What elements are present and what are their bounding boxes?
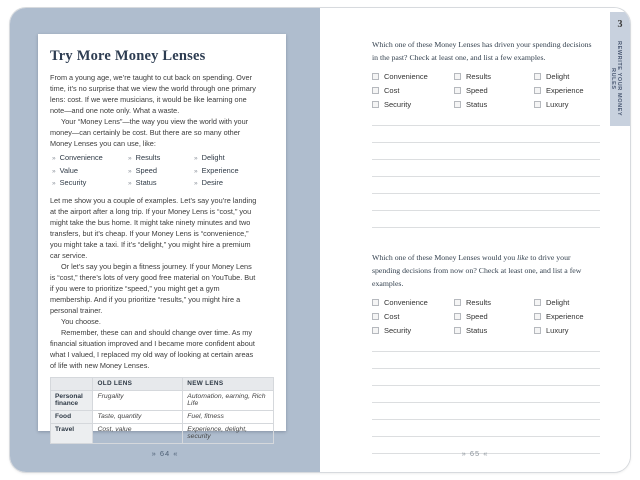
lens-label: Delight bbox=[201, 153, 225, 162]
checkbox-label: Speed bbox=[466, 86, 488, 95]
table-cell-old: Taste, quantity bbox=[93, 410, 183, 423]
checkbox-icon[interactable] bbox=[372, 87, 379, 94]
table-cell-new: Experience, delight, security bbox=[183, 423, 274, 443]
chapter-tab bbox=[610, 12, 630, 126]
writing-line bbox=[372, 352, 600, 369]
table-row-label: Food bbox=[51, 410, 93, 423]
lens-item bbox=[128, 154, 194, 164]
checkbox-icon[interactable] bbox=[534, 313, 541, 320]
checkbox-option-results[interactable] bbox=[454, 72, 534, 81]
checkbox-option-security[interactable] bbox=[372, 100, 454, 109]
checkbox-grid-future bbox=[372, 298, 598, 335]
table-header-empty bbox=[51, 377, 93, 390]
checkbox-icon[interactable] bbox=[372, 101, 379, 108]
question-future-lenses bbox=[372, 251, 594, 290]
table-cell-old: Cost, value bbox=[93, 423, 183, 443]
checkbox-option-luxury[interactable] bbox=[534, 100, 598, 109]
lens-table bbox=[50, 377, 274, 444]
page-number-left: » 64 « bbox=[151, 449, 179, 458]
chapter-title: REWRITE YOUR MONEY RULES bbox=[610, 41, 622, 117]
checkbox-icon[interactable] bbox=[372, 299, 379, 306]
writing-line bbox=[372, 177, 600, 194]
checkbox-icon[interactable] bbox=[372, 327, 379, 334]
writing-line bbox=[372, 109, 600, 126]
lens-item bbox=[128, 179, 194, 189]
checkbox-label: Convenience bbox=[384, 298, 428, 307]
checkbox-label: Results bbox=[466, 298, 492, 307]
checkbox-icon[interactable] bbox=[454, 101, 461, 108]
question-past-lenses: Which one of these Money Lenses has driven your spending decisions in the past? Check at least one, and list a few examples. bbox=[372, 40, 592, 62]
question-emphasis: like bbox=[517, 253, 529, 262]
checkbox-option-speed[interactable] bbox=[454, 86, 534, 95]
checkbox-option-convenience[interactable] bbox=[372, 72, 454, 81]
answer-lines-future bbox=[372, 335, 600, 454]
checkbox-label: Status bbox=[466, 326, 488, 335]
checkbox-option-results[interactable] bbox=[454, 298, 534, 307]
checkbox-icon[interactable] bbox=[534, 327, 541, 334]
table-cell-old: Frugality bbox=[93, 390, 183, 410]
checkbox-option-convenience[interactable] bbox=[372, 298, 454, 307]
card-paragraph-4: Or let’s say you begin a fitness journey. If your Money Lens is “cost,” there’s lots of very good free material on YouTube. But if you were to prioritize “speed,” you might get a gym membership. And if you prioritize “results,” you might hire a personal trainer. bbox=[50, 261, 256, 315]
lens-item bbox=[52, 154, 128, 164]
table-cell-new: Automation, earning, Rich Life bbox=[183, 390, 274, 410]
checkbox-icon[interactable] bbox=[372, 313, 379, 320]
lens-label: Value bbox=[59, 165, 78, 175]
bullet-glyph: » bbox=[194, 155, 198, 162]
checkbox-option-delight[interactable] bbox=[534, 298, 598, 307]
table-cell-new: Fuel, fitness bbox=[183, 410, 274, 423]
card-paragraph-6: Remember, these can and should change over time. As my financial situation improved and I became more confident about what I valued, I replaced my old way of looking at certain areas of life with new Money Lenses. bbox=[50, 327, 255, 370]
bullet-glyph: » bbox=[128, 180, 132, 187]
right-page-content bbox=[372, 38, 602, 454]
table-row-label: Travel bbox=[51, 423, 93, 443]
checkbox-label: Convenience bbox=[384, 72, 428, 81]
chapter-number: 3 bbox=[617, 19, 623, 30]
lens-label: Convenience bbox=[59, 153, 103, 162]
checkbox-option-status[interactable] bbox=[454, 326, 534, 335]
checkbox-icon[interactable] bbox=[454, 327, 461, 334]
checkbox-icon[interactable] bbox=[454, 299, 461, 306]
checkbox-label: Cost bbox=[384, 86, 400, 95]
checkbox-icon[interactable] bbox=[372, 73, 379, 80]
lens-label: Security bbox=[59, 178, 87, 187]
table-header-new-lens: NEW LENS bbox=[183, 377, 274, 390]
lens-item bbox=[194, 167, 262, 177]
writing-line bbox=[372, 335, 600, 352]
bullet-glyph: » bbox=[52, 180, 56, 187]
checkbox-icon[interactable] bbox=[534, 299, 541, 306]
question-text: to drive your spending decisions from now on? Check at least one, and list a few examples. bbox=[372, 253, 582, 288]
bullet-glyph: » bbox=[194, 167, 198, 175]
bullet-glyph: » bbox=[52, 167, 56, 175]
checkbox-option-cost[interactable] bbox=[372, 312, 454, 321]
checkbox-label: Luxury bbox=[546, 326, 569, 335]
writing-line bbox=[372, 160, 600, 177]
card-paragraph-3: Let me show you a couple of examples. Let’s say you’re landing at the airport after a long trip. If your Money Lens is “cost,” you might take the bus home. It might take ninety minutes and two transfers, but it’s cheap. If your Money Lens is “convenience,” you might take a taxi. If it’s “delight,” you might hire a premium car service. bbox=[50, 195, 257, 260]
checkbox-icon[interactable] bbox=[534, 87, 541, 94]
lens-label: Desire bbox=[201, 178, 223, 187]
right-page bbox=[320, 8, 630, 472]
checkbox-label: Results bbox=[466, 72, 492, 81]
lens-item bbox=[128, 167, 194, 177]
table-header-row bbox=[51, 377, 274, 390]
lens-label: Status bbox=[135, 178, 157, 187]
writing-line bbox=[372, 143, 600, 160]
lens-label: Speed bbox=[135, 165, 157, 175]
checkbox-label: Security bbox=[384, 100, 412, 109]
table-row bbox=[51, 423, 274, 443]
bullet-glyph: » bbox=[194, 180, 198, 187]
writing-line bbox=[372, 126, 600, 143]
writing-line bbox=[372, 403, 600, 420]
card-title: Try More Money Lenses bbox=[50, 48, 206, 64]
left-page bbox=[10, 8, 320, 472]
checkbox-icon[interactable] bbox=[454, 87, 461, 94]
checkbox-icon[interactable] bbox=[534, 73, 541, 80]
bullet-glyph: » bbox=[52, 155, 56, 162]
card-paragraph-2: Your “Money Lens”—the way you view the world with your money—can certainly be cost. But there are so many other Money Lenses you can use, like: bbox=[50, 117, 249, 148]
checkbox-label: Experience bbox=[546, 86, 584, 95]
checkbox-icon[interactable] bbox=[454, 73, 461, 80]
lens-label: Experience bbox=[201, 165, 239, 175]
page-number-right: » 65 « bbox=[461, 449, 489, 458]
checkbox-option-delight[interactable] bbox=[534, 72, 598, 81]
checkbox-label: Delight bbox=[546, 298, 570, 307]
lens-item bbox=[194, 179, 262, 189]
money-lenses-card bbox=[38, 34, 286, 440]
checkbox-label: Cost bbox=[384, 312, 400, 321]
writing-line bbox=[372, 194, 600, 211]
lens-item bbox=[52, 167, 128, 177]
answer-lines-past bbox=[372, 109, 600, 228]
bullet-glyph: » bbox=[128, 167, 132, 175]
checkbox-option-luxury[interactable] bbox=[534, 326, 598, 335]
checkbox-icon[interactable] bbox=[454, 313, 461, 320]
checkbox-label: Status bbox=[466, 100, 488, 109]
checkbox-label: Delight bbox=[546, 72, 570, 81]
checkbox-label: Luxury bbox=[546, 100, 569, 109]
bullet-glyph: » bbox=[128, 155, 132, 162]
book-spread bbox=[10, 8, 630, 472]
checkbox-label: Speed bbox=[466, 312, 488, 321]
table-row bbox=[51, 390, 274, 410]
checkbox-option-experience[interactable] bbox=[534, 86, 598, 95]
checkbox-option-speed[interactable] bbox=[454, 312, 534, 321]
lens-item bbox=[52, 179, 128, 189]
table-header-old-lens: OLD LENS bbox=[93, 377, 183, 390]
table-row-label: Personal finance bbox=[51, 390, 93, 410]
writing-line bbox=[372, 420, 600, 437]
question-text: Which one of these Money Lenses would you bbox=[372, 253, 518, 262]
checkbox-option-status[interactable] bbox=[454, 100, 534, 109]
checkbox-grid-past bbox=[372, 72, 598, 109]
lens-item bbox=[194, 154, 262, 164]
checkbox-icon[interactable] bbox=[534, 101, 541, 108]
checkbox-option-security[interactable] bbox=[372, 326, 454, 335]
writing-line bbox=[372, 211, 600, 228]
card-paragraph-5: You choose. bbox=[61, 316, 101, 326]
writing-line bbox=[372, 386, 600, 403]
checkbox-option-cost[interactable] bbox=[372, 86, 454, 95]
checkbox-label: Security bbox=[384, 326, 412, 335]
checkbox-label: Experience bbox=[546, 312, 584, 321]
card-paragraph-1: From a young age, we’re taught to cut back on spending. Over time, it’s no surprise that we view the world through one primary lens: cost. If we were musicians, it would be like learning one note—and one note only. What a waste. bbox=[50, 73, 256, 115]
table-row bbox=[51, 410, 274, 423]
lens-list bbox=[52, 154, 262, 189]
checkbox-option-experience[interactable] bbox=[534, 312, 598, 321]
lens-label: Results bbox=[135, 153, 161, 162]
writing-line bbox=[372, 369, 600, 386]
